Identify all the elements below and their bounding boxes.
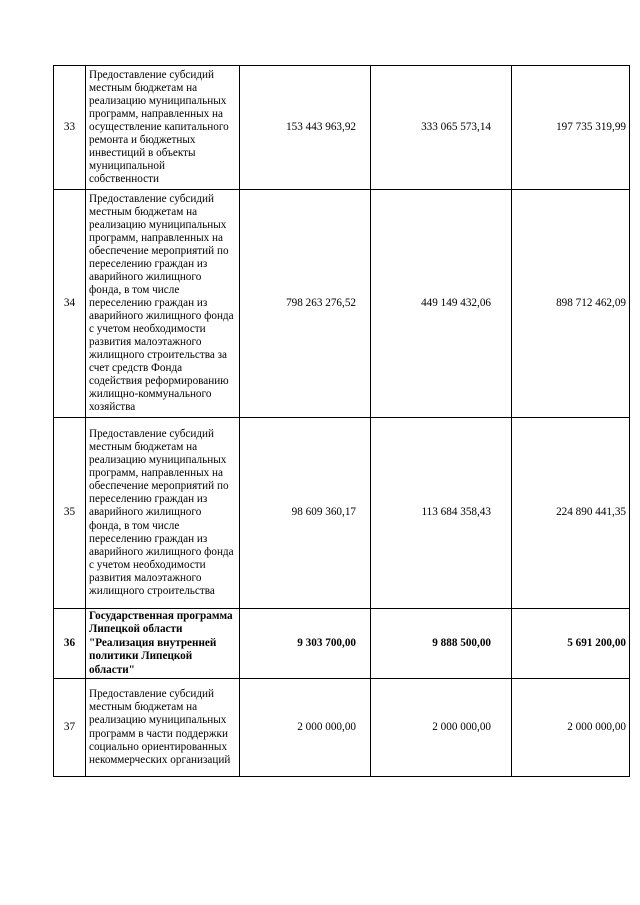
row-description: Предоставление субсидий местным бюджетам на реализацию муниципальных программ в части поддержки социально ориентированных некоммерческих организаций <box>86 679 240 777</box>
table-row <box>54 190 630 418</box>
table-row <box>54 66 630 190</box>
row-value-2: 113 684 358,43 <box>371 418 512 609</box>
row-value-1: 98 609 360,17 <box>240 418 371 609</box>
row-value-2: 9 888 500,00 <box>371 609 512 679</box>
row-number: 33 <box>54 66 86 190</box>
row-number: 36 <box>54 609 86 679</box>
row-number: 34 <box>54 190 86 418</box>
table-row <box>54 679 630 777</box>
row-value-3: 5 691 200,00 <box>512 609 630 679</box>
table-row-program <box>54 609 630 679</box>
row-value-3: 2 000 000,00 <box>512 679 630 777</box>
row-number: 37 <box>54 679 86 777</box>
table-body <box>54 66 630 777</box>
table-row <box>54 418 630 609</box>
row-value-3: 224 890 441,35 <box>512 418 630 609</box>
row-value-3: 197 735 319,99 <box>512 66 630 190</box>
row-value-2: 2 000 000,00 <box>371 679 512 777</box>
row-value-2: 333 065 573,14 <box>371 66 512 190</box>
row-number: 35 <box>54 418 86 609</box>
budget-table <box>53 65 630 777</box>
row-value-1: 9 303 700,00 <box>240 609 371 679</box>
row-value-1: 2 000 000,00 <box>240 679 371 777</box>
row-value-3: 898 712 462,09 <box>512 190 630 418</box>
row-description: Предоставление субсидий местным бюджетам на реализацию муниципальных программ, направленных на осуществление капитального ремонта и бюджетных инвестиций в объекты муниципальной собственности <box>86 66 240 190</box>
row-value-1: 798 263 276,52 <box>240 190 371 418</box>
row-value-2: 449 149 432,06 <box>371 190 512 418</box>
row-description: Предоставление субсидий местным бюджетам на реализацию муниципальных программ, направленных на обеспечение мероприятий по переселению граждан из аварийного жилищного фонда, в том числе переселению граждан из аварийного жилищного фонда с учетом необходимости развития малоэтажного жилищного строительства <box>86 418 240 609</box>
row-description: Предоставление субсидий местным бюджетам на реализацию муниципальных программ, направленных на обеспечение мероприятий по переселению граждан из аварийного жилищного фонда, в том числе переселению граждан из аварийного жилищного фонда с учетом необходимости развития малоэтажного жилищного строительства за счет средств Фонда содействия реформированию жилищно-коммунального хозяйства <box>86 190 240 418</box>
row-value-1: 153 443 963,92 <box>240 66 371 190</box>
row-description: Государственная программа Липецкой области "Реализация внутренней политики Липецкой области" <box>86 609 240 679</box>
